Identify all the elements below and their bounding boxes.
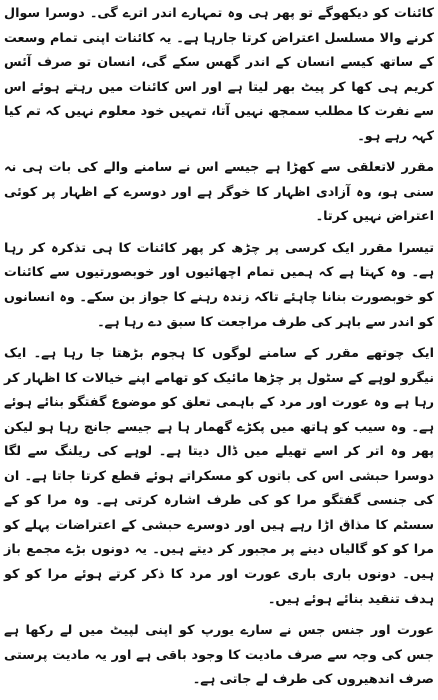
paragraph-3: تیسرا مقرر ایک کرسی پر چڑھ کر پھر کائنات کا ہی تذکرہ کر رہا ہے۔ وہ کہتا ہے کہ ہمیں تمام اچھائیوں اور خوبصورتیوں سے کائنات کو خوبصورت بنانا چاہئے تاکہ زندہ رہنے کا جواز بن سکے۔ وہ انسانوں کو اندر سے باہر کی طرف مراجعت کا سبق دے رہا ہے۔ xyxy=(4,240,434,330)
paragraph-1: کائنات کو دیکھوگے تو پھر ہی وہ تمہارے اندر اترے گی۔ دوسرا سوال کرنے والا مسلسل اعتراض کرتا جارہا ہے۔ یہ کائنات اپنی تمام وسعت کے ساتھ کیسے انسان کے اندر گھس سکے گی، انسان تو صرف آئس کریم ہی کھا کر پیٹ بھر لیتا ہے اور اس کائنات میں رہتے ہوئے اس سے نفرت کا مطلب سمجھ نہیں آتا، تمہیں خود معلوم نہیں کہ تم کیا کہہ رہے ہو۔ xyxy=(4,6,434,144)
paragraph-5: عورت اور جنس جس نے سارے یورپ کو اپنی لپیٹ میں لے رکھا ہے جس کی وجہ سے صرف مادیت کا وجود باقی ہے اور یہ مادیت پرستی صرف اندھیروں کی طرف لے جاتی ہے۔ xyxy=(4,623,434,688)
paragraph-2: مقرر لاتعلقی سے کھڑا ہے جیسے اس نے سامنے والے کی بات ہی نہ سنی ہو، وہ آزادی اظہار کا خوگر ہے اور دوسرے کے اظہار پر کوئی اعتراض نہیں کرتا۔ xyxy=(4,160,434,225)
paragraph-4: ایک چوتھے مقرر کے سامنے لوگوں کا ہجوم بڑھتا جا رہا ہے۔ ایک نیگرو لوہے کے سٹول پر چڑھا مائیک کو تھامے اپنے خیالات کا اظہار کر رہا ہے وہ عورت اور مرد کے باہمی تعلق کو موضوع گفتگو بنائے ہوئے ہے۔ وہ سیب کو ہاتھ میں پکڑے گھمار ہا ہے جیسے جانچ رہا ہو لیکن پھر وہ اتر کر اسے تھیلے میں ڈال دیتا ہے۔ لوہے کی ریلنگ سے لگا دوسرا حبشی اس کی باتوں کو مسکراتے ہوئے قطع کرتا جاتا ہے۔ ان کی جنسی گفتگو مرا کو کی طرف اشارہ کرتی ہے۔ وہ مرا کو کے سسٹم کا مذاق اڑا رہے ہیں اور دوسرے حبشی کے اعتراضات پہلے کو مرا کو کو گالیاں دینے پر مجبور کر دیتے ہیں۔ یہ دونوں بڑے مجمع باز ہیں۔ دونوں باری باری عورت اور مرد کا ذکر کرتے ہوئے مرا کو کو ہدف تنقید بنائے ہوئے ہیں۔ xyxy=(4,346,434,607)
